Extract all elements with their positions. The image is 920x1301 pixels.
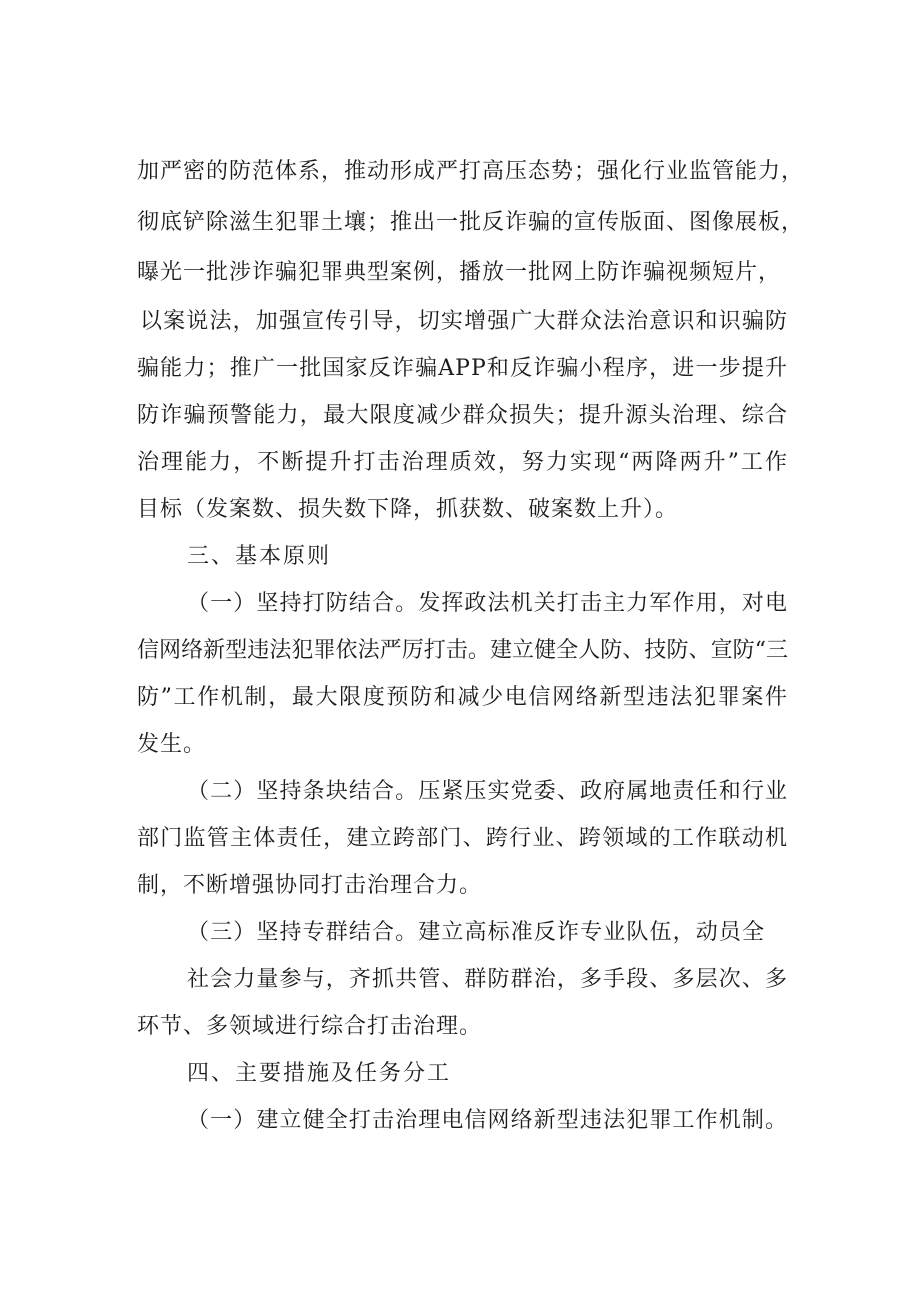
paragraph-line: 发生。 (137, 732, 207, 757)
paragraph-line: （三）坚持专群结合。建立高标准反诈专业队伍，动员全 (187, 920, 765, 945)
paragraph-line: 防”工作机制，最大限度预防和减少电信网络新型违法犯罪案件 (137, 685, 788, 710)
paragraph-line: 环节、多领域进行综合打击治理。 (137, 1014, 483, 1039)
paragraph-line: （一）坚持打防结合。发挥政法机关打击主力军作用，对电 (187, 591, 788, 616)
paragraph-line: 部门监管主体责任，建立跨部门、跨行业、跨领域的工作联动机 (137, 826, 788, 851)
subsection-heading: （一）建立健全打击治理电信网络新型违法犯罪工作机制。 (187, 1108, 788, 1133)
paragraph-line: 目标（发案数、损失数下降，抓获数、破案数上升）。 (137, 497, 679, 522)
paragraph-line: 社会力量参与，齐抓共管、群防群治，多手段、多层次、多 (187, 967, 788, 992)
section-heading: 三、基本原则 (187, 544, 332, 569)
paragraph-line: 彻底铲除滋生犯罪土壤；推出一批反诈骗的宣传版面、图像展板， (137, 210, 805, 235)
paragraph-line: （二）坚持条块结合。压紧压实党委、政府属地责任和行业 (187, 779, 788, 804)
paragraph-line: 以案说法，加强宣传引导，切实增强广大群众法治意识和识骗防 (140, 309, 788, 334)
section-heading: 四、主要措施及任务分工 (187, 1061, 452, 1086)
paragraph-line: 防诈骗预警能力，最大限度减少群众损失；提升源头治理、综合 (137, 403, 788, 428)
paragraph-line: 治理能力，不断提升打击治理质效，努力实现“两降两升”工作 (137, 450, 788, 475)
paragraph-line: 曝光一批涉诈骗犯罪典型案例，播放一批网上防诈骗视频短片， (137, 260, 782, 285)
paragraph-line: 信网络新型违法犯罪依法严厉打击。建立健全人防、技防、宣防“三 (137, 638, 788, 663)
paragraph-line: 制，不断增强协同打击治理合力。 (137, 873, 483, 898)
paragraph-line: 骗能力；推广一批国家反诈骗APP和反诈骗小程序，进一步提升 (137, 356, 788, 381)
paragraph-line: 加严密的防范体系，推动形成严打高压态势；强化行业监管能力， (137, 159, 805, 184)
